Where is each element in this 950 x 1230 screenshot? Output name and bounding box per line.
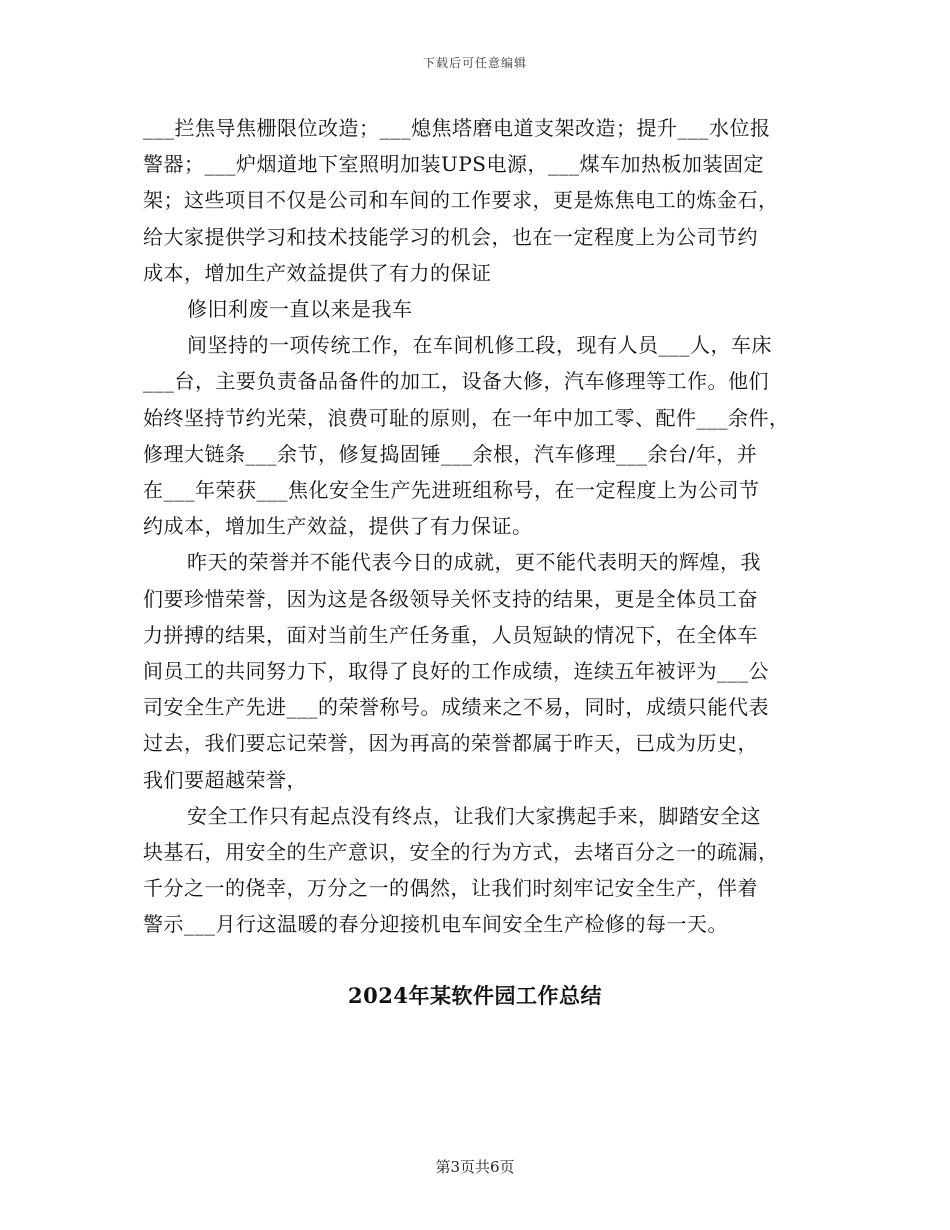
paragraph-4-line-2: 们要珍惜荣誉，因为这是各级领导关怀支持的结果，更是全体员工奋: [143, 586, 758, 611]
header-note: 下载后可任意编辑: [422, 56, 527, 70]
paragraph-3-line-2: ___台，主要负责备品备件的加工，设备大修，汽车修理等工作。他们: [143, 369, 769, 394]
paragraph-3-line-5: 在___年荣获___焦化安全生产先进班组称号，在一定程度上为公司节: [143, 478, 760, 503]
paragraph-1-line-1: ___拦焦导焦栅限位改造；___熄焦塔磨电道支架改造；提升___水位报: [143, 116, 771, 140]
paragraph-2-line-1: 修旧利废一直以来是我车: [187, 297, 413, 322]
body-text: [143, 110, 815, 943]
section-title: 2024年某软件园工作总结: [348, 983, 602, 1008]
paragraph-4-line-5: 司安全生产先进___的荣誉称号。成绩来之不易，同时，成绩只能代表: [143, 695, 769, 720]
paragraph-3-line-4: 修理大链条___余节，修复捣固锤___余根，汽车修理___余台/年，并: [143, 441, 758, 466]
paragraph-5-line-4: 警示___月行这温暖的春分迎接机电车间安全生产检修的每一天。: [143, 912, 728, 937]
paragraph-4-line-7: 我们要超越荣誉，: [143, 767, 307, 792]
paragraph-4-line-3: 力拼搏的结果，面对当前生产任务重，人员短缺的情况下，在全体车: [143, 622, 758, 647]
paragraph-4-line-1: 昨天的荣誉并不能代表今日的成就，更不能代表明天的辉煌，我: [187, 550, 761, 575]
paragraph-5-line-2: 块基石，用安全的生产意识，安全的行为方式，去堵百分之一的疏漏，: [143, 840, 779, 865]
paragraph-1-line-4: 给大家提供学习和技术技能学习的机会，也在一定程度上为公司节约: [143, 224, 758, 249]
paragraph-5-line-3: 千分之一的侥幸，万分之一的偶然，让我们时刻牢记安全生产，伴着: [143, 876, 758, 901]
paragraph-1-line-5: 成本，增加生产效益提供了有力的保证: [143, 260, 492, 285]
paragraph-3-line-6: 约成本，增加生产效益，提供了有力保证。: [143, 514, 533, 539]
paragraph-4-line-4: 间员工的共同努力下，取得了良好的工作成绩，连续五年被评为___公: [143, 659, 769, 684]
paragraph-1-line-2: 警器；___炉烟道地下室照明加装UPS电源，___煤车加热板加装固定: [143, 152, 765, 177]
paragraph-3-line-1: 间坚持的一项传统工作，在车间机修工段，现有人员___人，车床: [187, 333, 772, 358]
paragraph-1-line-3: 架；这些项目不仅是公司和车间的工作要求，更是炼焦电工的炼金石，: [143, 188, 779, 213]
paragraph-5-line-1: 安全工作只有起点没有终点，让我们大家携起手来，脚踏安全这: [187, 803, 761, 828]
paragraph-3-line-3: 始终坚持节约光荣，浪费可耻的原则，在一年中加工零、配件___余件，: [143, 405, 790, 430]
page-indicator: 第3页共6页: [435, 1158, 515, 1176]
paragraph-4-line-6: 过去，我们要忘记荣誉，因为再高的荣誉都属于昨天，已成为历史，: [143, 731, 758, 756]
